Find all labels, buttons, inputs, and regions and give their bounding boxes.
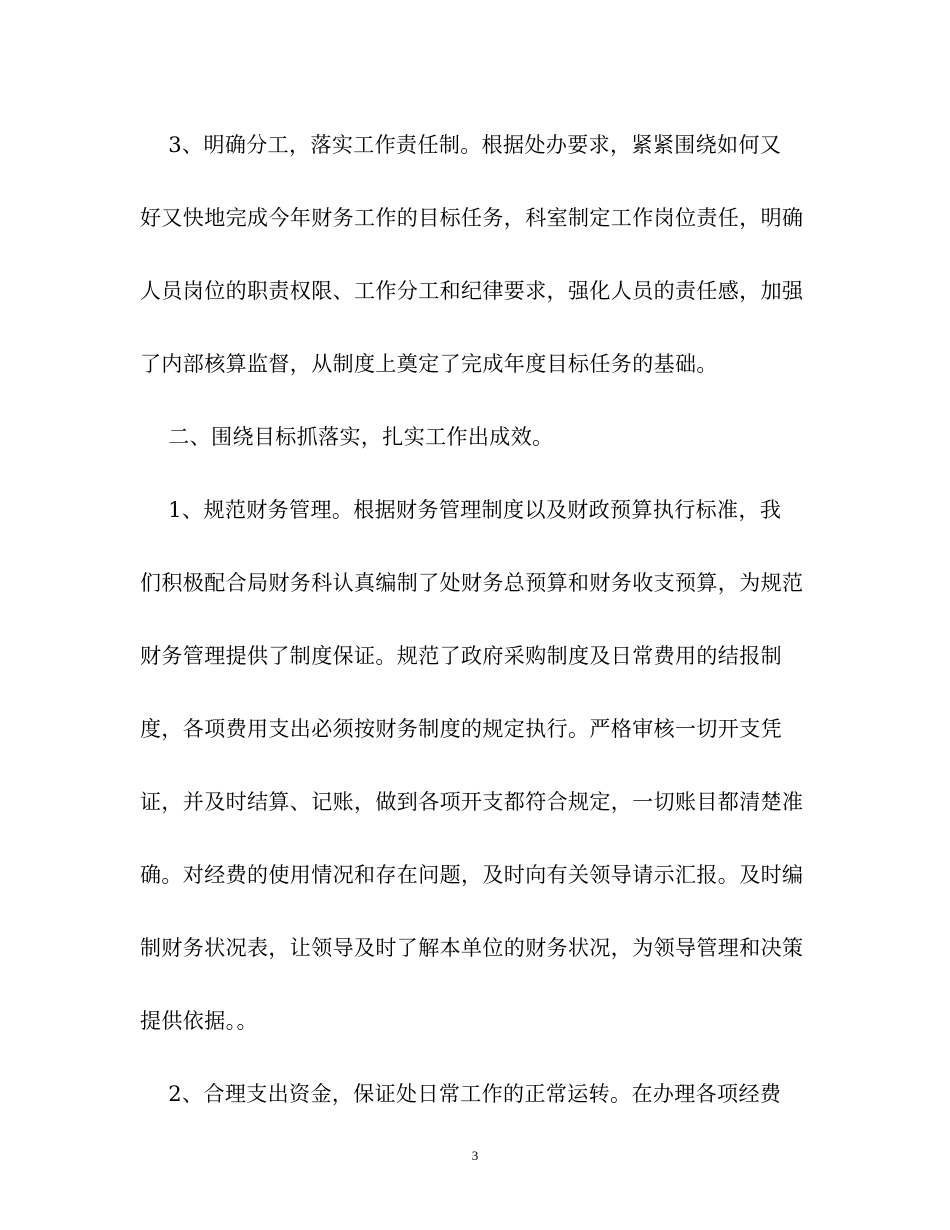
paragraph-line: 确。对经费的使用情况和存在问题，及时向有关领导请示汇报。及时编 (140, 863, 804, 887)
paragraph-line: 度，各项费用支出必须按财务制度的规定执行。严格审核一切开支凭 (140, 717, 782, 741)
paragraph-line: 1、规范财务管理。根据财务管理制度以及财政预算执行标准，我 (140, 498, 782, 522)
paragraph-line: 们积极配合局财务科认真编制了处财务总预算和财务收支预算，为规范 (140, 571, 804, 595)
paragraph-line: 了内部核算监督，从制度上奠定了完成年度目标任务的基础。 (140, 352, 718, 376)
paragraph-line: 好又快地完成今年财务工作的目标任务，科室制定工作岗位责任，明确 (140, 206, 804, 230)
paragraph-line: 3、明确分工，落实工作责任制。根据处办要求，紧紧围绕如何又 (140, 133, 782, 157)
paragraph-line: 财务管理提供了制度保证。规范了政府采购制度及日常费用的结报制 (140, 644, 782, 668)
section-heading: 二、围绕目标抓落实，扎实工作出成效。 (140, 425, 554, 449)
page-number: 3 (471, 1148, 479, 1163)
paragraph-line: 提供依据。。 (140, 1009, 258, 1033)
paragraph-line: 证，并及时结算、记账，做到各项开支都符合规定，一切账目都清楚准 (140, 790, 804, 814)
paragraph-line: 制财务状况表，让领导及时了解本单位的财务状况，为领导管理和决策 (140, 936, 804, 960)
paragraph-line: 2、合理支出资金，保证处日常工作的正常运转。在办理各项经费 (140, 1082, 782, 1106)
paragraph-line: 人员岗位的职责权限、工作分工和纪律要求，强化人员的责任感，加强 (140, 279, 804, 303)
